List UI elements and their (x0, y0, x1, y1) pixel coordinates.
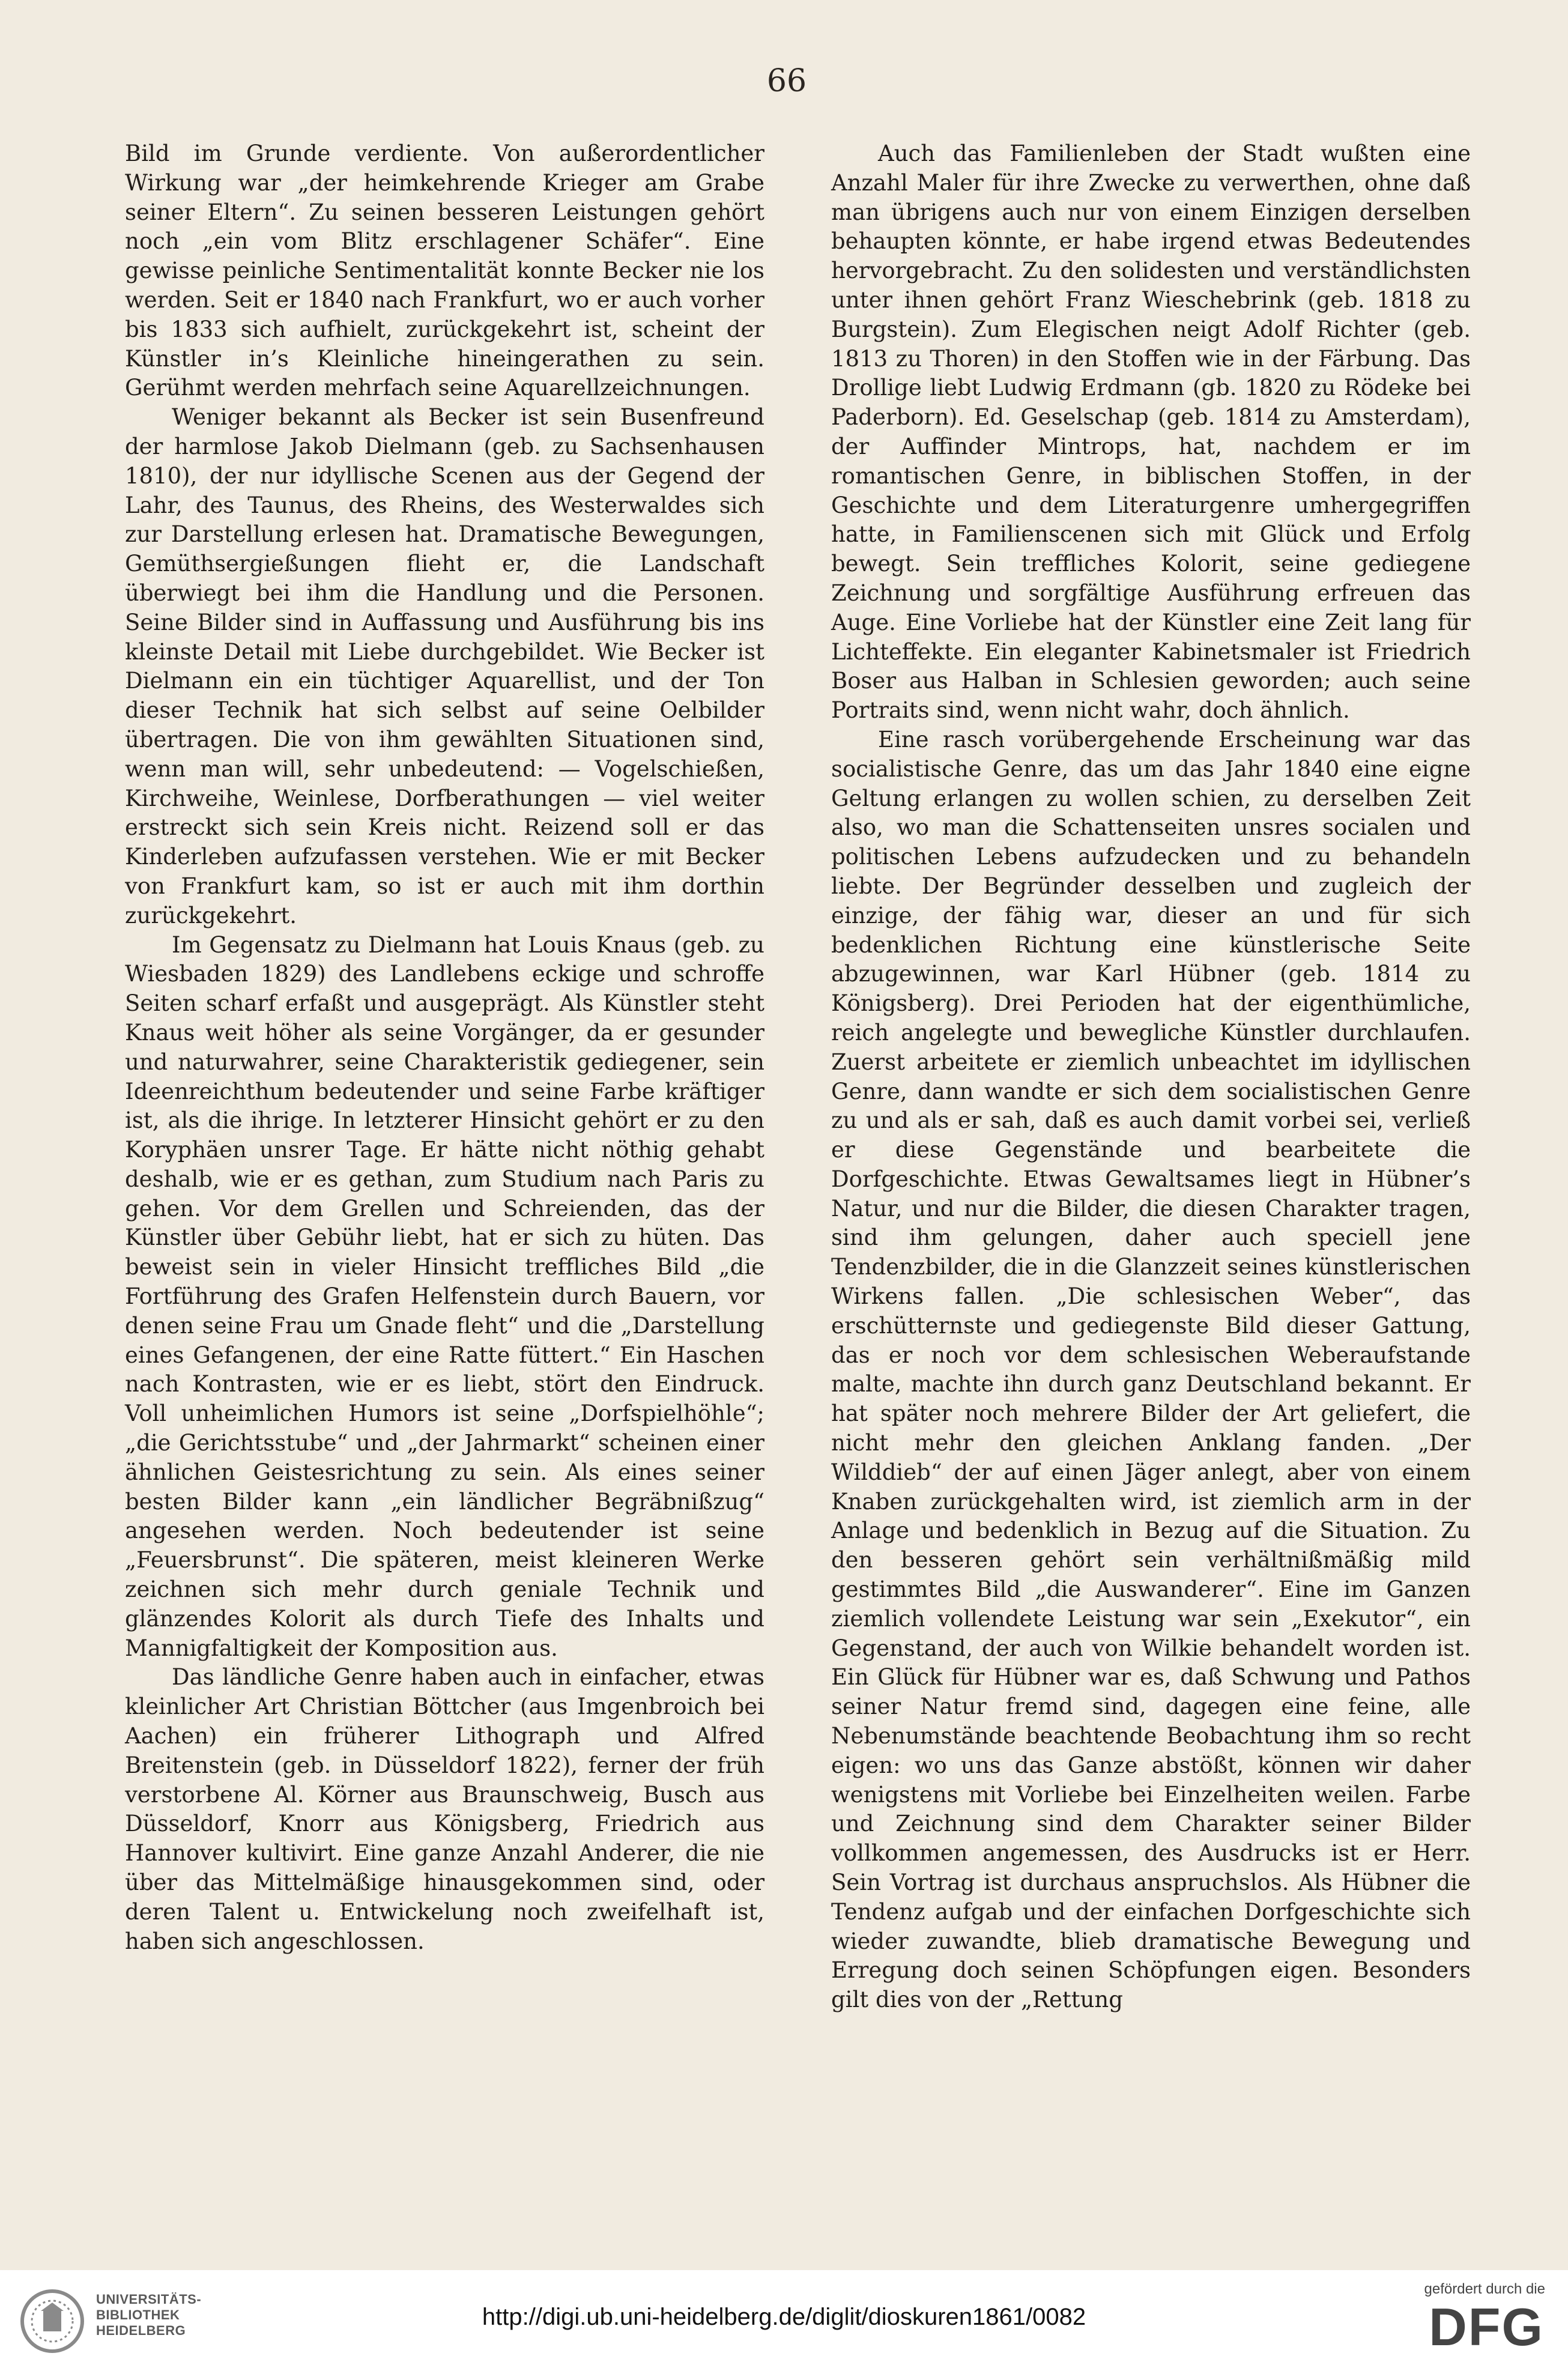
funded-by-label: gefördert durch die (1424, 2281, 1545, 2297)
right-column (831, 139, 1471, 2015)
paragraph: Weniger bekannt als Becker ist sein Busenfreund der harmlose Jakob Dielmann (geb. zu Sachsenhausen 1810), der nur idyllische Scenen aus der Gegend der Lahr, des Taunus, des Rheins, des Westerwaldes sich zur Darstellung erlesen hat. Dramatische Bewegungen, Gemüthsergießungen flieht er, die Landschaft überwiegt bei ihm die Handlung und die Personen. Seine Bilder sind in Auffassung und Ausführung bis ins kleinste Detail mit Liebe durchgebildet. Wie Becker ist Dielmann ein ein tüchtiger Aquarellist, und der Ton dieser Technik hat sich selbst auf seine Oelbilder übertragen. Die von ihm gewählten Situationen sind, wenn man will, sehr unbedeutend: — Vogelschießen, Kirchweihe, Weinlese, Dorfberathungen — viel weiter erstreckt sich sein Kreis nicht. Reizend soll er das Kinderleben aufzufassen verstehen. Wie er mit Becker von Frankfurt kam, so ist er auch mit ihm dorthin zurückgekehrt. (125, 404, 764, 928)
viewer-footer (0, 2270, 1568, 2362)
page-number: 66 (766, 63, 807, 99)
paragraph: Das ländliche Genre haben auch in einfacher, etwas kleinlicher Art Christian Böttcher (aus Imgenbroich bei Aachen) ein früherer Lithograph und Alfred Breitenstein (geb. in Düsseldorf 1822), ferner der früh verstorbene Al. Körner aus Braunschweig, Busch aus Düsseldorf, Knorr aus Königsberg, Friedrich aus Hannover kultivirt. Eine ganze Anzahl Anderer, die nie über das Mittelmäßige hinausgekommen sind, oder deren Talent u. Entwickelung noch zweifelhaft ist, haben sich angeschlossen. (125, 1664, 764, 1954)
left-column (125, 139, 764, 1956)
library-name: UNIVERSITÄTS- BIBLIOTHEK HEIDELBERG (96, 2292, 202, 2338)
paragraph: Auch das Familienleben der Stadt wußten eine Anzahl Maler für ihre Zwecke zu verwerthen, ohne daß man übrigens auch nur von einem Einzigen derselben behaupten könnte, er habe irgend etwas Bedeutendes hervorgebracht. Zu den solidesten und verständlichsten unter ihnen gehört Franz Wieschebrink (geb. 1818 zu Burgstein). Zum Elegischen neigt Adolf Richter (geb. 1813 zu Thoren) in den Stoffen wie in der Färbung. Das Drollige liebt Ludwig Erdmann (gb. 1820 zu Rödeke bei Paderborn). Ed. Geselschap (geb. 1814 zu Amsterdam), der Auffinder Mintrops, hat, nachdem er im romantischen Genre, in biblischen Stoffen, in der Geschichte und dem Literaturgenre umhergegriffen hatte, in Familienscenen sich mit Glück und Erfolg bewegt. Sein treffliches Kolorit, seine gediegene Zeichnung und sorgfältige Ausführung erfreuen das Auge. Eine Vorliebe hat der Künstler eine Zeit lang für Lichteffekte. Ein eleganter Kabinetsmaler ist Friedrich Boser aus Halban in Schlesien geworden; auch seine Portraits sind, wenn nicht wahr, doch ähnlich. (831, 141, 1471, 724)
source-url-link[interactable]: http://digi.ub.uni-heidelberg.de/diglit/dioskuren1861/0082 (482, 2304, 1086, 2330)
paragraph: Eine rasch vorübergehende Erscheinung war das socialistische Genre, das um das Jahr 1840 eine eigne Geltung erlangen zu wollen schien, zu derselben Zeit also, wo man die Schattenseiten unsres socialen und politischen Lebens aufzudecken und zu behandeln liebte. Der Begründer desselben und zugleich der einzige, der fähig war, dieser an und für sich bedenklichen Richtung eine künstlerische Seite abzugewinnen, war Karl Hübner (geb. 1814 zu Königsberg). Drei Perioden hat der eigenthümliche, reich angelegte und bewegliche Künstler durchlaufen. Zuerst arbeitete er ziemlich unbeachtet im idyllischen Genre, dann wandte er sich dem socialistischen Genre zu und als er sah, daß es auch damit vorbei sei, verließ er diese Gegenstände und bearbeitete die Dorfgeschichte. Etwas Gewaltsames liegt in Hübner’s Natur, und nur die Bilder, die diesen Charakter tragen, sind ihm gelungen, daher auch speciell jene Tendenzbilder, die in die Glanzzeit seines künstlerischen Wirkens fallen. „Die schlesischen Weber“, das erschütternste und gediegenste Bild dieser Gattung, das er noch vor dem schlesischen Weberaufstande malte, machte ihn durch ganz Deutschland bekannt. Er hat später noch mehrere Bilder der Art geliefert, die nicht mehr den gleichen Anklang fanden. „Der Wilddieb“ der auf einen Jäger anlegt, aber von einem Knaben zurückgehalten wird, ist ziemlich arm in der Anlage und bedenklich in Bezug auf die Situation. Zu den besseren gehört sein verhältnißmäßig mild gestimmtes Bild „die Auswanderer“. Eine im Ganzen ziemlich vollendete Leistung war sein „Exekutor“, ein Gegenstand, der auch von Wilkie behandelt worden ist. Ein Glück für Hübner war es, daß Schwung und Pathos seiner Natur fremd sind, dagegen eine feine, alle Nebenumstände beachtende Beobachtung ihm so recht eigen: wo uns das Ganze abstößt, können wir daher wenigstens mit Vorliebe bei Einzelheiten weilen. Farbe und Zeichnung sind dem Charakter seiner Bilder vollkommen angemessen, des Ausdrucks ist er Herr. Sein Vortrag ist durchaus anspruchslos. Als Hübner die Tendenz aufgab und der einfachen Dorfgeschichte sich wieder zuwandte, blieb dramatische Bewegung und Erregung doch seinen Schöpfungen eigen. Besonders gilt dies von der „Rettung (831, 726, 1471, 2013)
dfg-logo: DFG (1429, 2297, 1544, 2357)
paragraph: Im Gegensatz zu Dielmann hat Louis Knaus (geb. zu Wiesbaden 1829) des Landlebens eckige und schroffe Seiten scharf erfaßt und ausgeprägt. Als Künstler steht Knaus weit höher als seine Vorgänger, da er gesunder und naturwahrer, seine Charakteristik gediegener, sein Ideenreichthum bedeutender und seine Farbe kräftiger ist, als die ihrige. In letzterer Hinsicht gehört er zu den Koryphäen unsrer Tage. Er hätte nicht nöthig gehabt deshalb, wie er es gethan, zum Studium nach Paris zu gehen. Vor dem Grellen und Schreienden, das der Künstler über Gebühr liebt, hat er sich zu hüten. Das beweist sein in vieler Hinsicht treffliches Bild „die Fortführung des Grafen Helfenstein durch Bauern, vor denen seine Frau um Gnade fleht“ und die „Darstellung eines Gefangenen, der eine Ratte füttert.“ Ein Haschen nach Kontrasten, wie er es liebt, stört den Eindruck. Voll unheimlichen Humors ist seine „Dorfspielhöhle“; „die Gerichtsstube“ und „der Jahrmarkt“ scheinen einer ähnlichen Geistesrichtung zu sein. Als eines seiner besten Bilder kann „ein ländlicher Begräbnißzug“ angesehen werden. Noch bedeutender ist seine „Feuersbrunst“. Die späteren, meist kleineren Werke zeichnen sich mehr durch geniale Technik und glänzendes Kolorit als durch Tiefe des Inhalts und Mannigfaltigkeit der Komposition aus. (125, 931, 764, 1661)
paragraph: Bild im Grunde verdiente. Von außerordentlicher Wirkung war „der heimkehrende Krieger am Grabe seiner Eltern“. Zu seinen besseren Leistungen gehört noch „ein vom Blitz erschlagener Schäfer“. Eine gewisse peinliche Sentimentalität konnte Becker nie los werden. Seit er 1840 nach Frankfurt, wo er auch vorher bis 1833 sich aufhielt, zurückgekehrt ist, scheint der Künstler in’s Kleinliche hineingerathen zu sein. Gerühmt werden mehrfach seine Aquarellzeichnungen. (125, 141, 764, 401)
